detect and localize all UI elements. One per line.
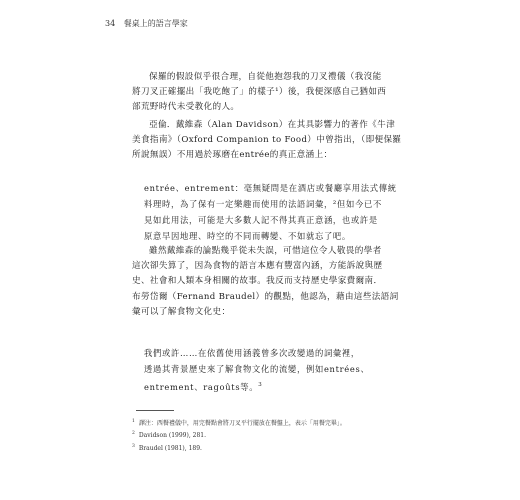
text-line: 部荒野時代未受教化的人。: [132, 102, 240, 113]
paragraph-3: [132, 244, 417, 320]
running-title: 餐桌上的語言學家: [123, 19, 188, 28]
text-line: 雖然戴維森的論點幾乎從未失誤，可惜這位令人敬畏的學者: [149, 246, 382, 256]
footnote-number: 1: [132, 419, 135, 424]
text-line: 這次卻失算了，因為食物的語言本應有豐富內涵，方能訴說與歷: [132, 261, 383, 272]
text-line: 將刀叉正確擺出「我吃飽了」的樣子¹）後，我便深感自己猶如西: [132, 87, 387, 98]
footnote-divider: [136, 410, 174, 411]
footnote-text: Davidson (1999), 281.: [138, 432, 206, 439]
quote-line: 原意早因地理、時空的不同而轉變、不如就忘了吧。: [144, 231, 351, 241]
block-quote-braudel: [144, 345, 406, 395]
text-line: 所說無誤）不用過於琢磨在entrée的真正意涵上：: [132, 150, 333, 161]
text-line: 保羅的假設似乎很合理，自從他抱怨我的刀叉禮儀（我沒能: [149, 72, 382, 82]
block-quote-davidson: [144, 180, 406, 244]
quote-line: entrée、entrement：毫無疑問是在酒店或餐廳享用法式傳統: [144, 183, 397, 193]
footnote-number: 3: [132, 444, 135, 449]
footnote-text: Braudel (1981), 189.: [138, 445, 202, 452]
quote-line-text: entrement、ragoûts等。: [144, 382, 259, 392]
paragraph-2: [132, 118, 417, 164]
quote-line: 見如此用法，可能是大多數人記不得其真正意涵，也或許是: [144, 215, 378, 225]
quote-line: 透過其背景歷史來了解食物文化的流變，例如entrées、: [144, 364, 370, 374]
text-line: 史、社會和人類本身相關的故事。我反而支持歷史學家費爾南．: [132, 276, 383, 287]
text-line: 彙可以了解食物文化史：: [132, 306, 231, 317]
paragraph-1: [132, 70, 417, 116]
text-line: 亞倫．戴維森（Alan Davidson）在其具影響力的著作《牛津: [149, 120, 396, 130]
text-line: 美食指南》（Oxford Companion to Food）中曾指出，（即便保羅: [132, 135, 402, 146]
footnote-number: 2: [132, 431, 135, 436]
page-number: 34: [105, 19, 116, 28]
quote-line: [144, 377, 406, 395]
footnote-2: [132, 431, 206, 439]
quote-line: 料理時，為了保有一定樂趣而使用的法語詞彙，²但如今已不: [144, 199, 382, 209]
footnote-1: [132, 418, 346, 427]
text-line: 布勞岱爾（Fernand Braudel）的觀點，他認為，藉由這些法語詞: [132, 291, 399, 302]
running-header: [105, 18, 194, 29]
quote-line: 我們或許……在依舊使用涵義曾多次改變過的詞彙裡，: [144, 348, 360, 358]
footnote-text: 譯注：西餐禮儀中，用完餐點會將刀叉平行擺放在餐盤上，表示「用餐完畢」。: [138, 420, 346, 427]
footnote-3: [132, 444, 202, 452]
footnote-reference[interactable]: 3: [258, 382, 263, 388]
